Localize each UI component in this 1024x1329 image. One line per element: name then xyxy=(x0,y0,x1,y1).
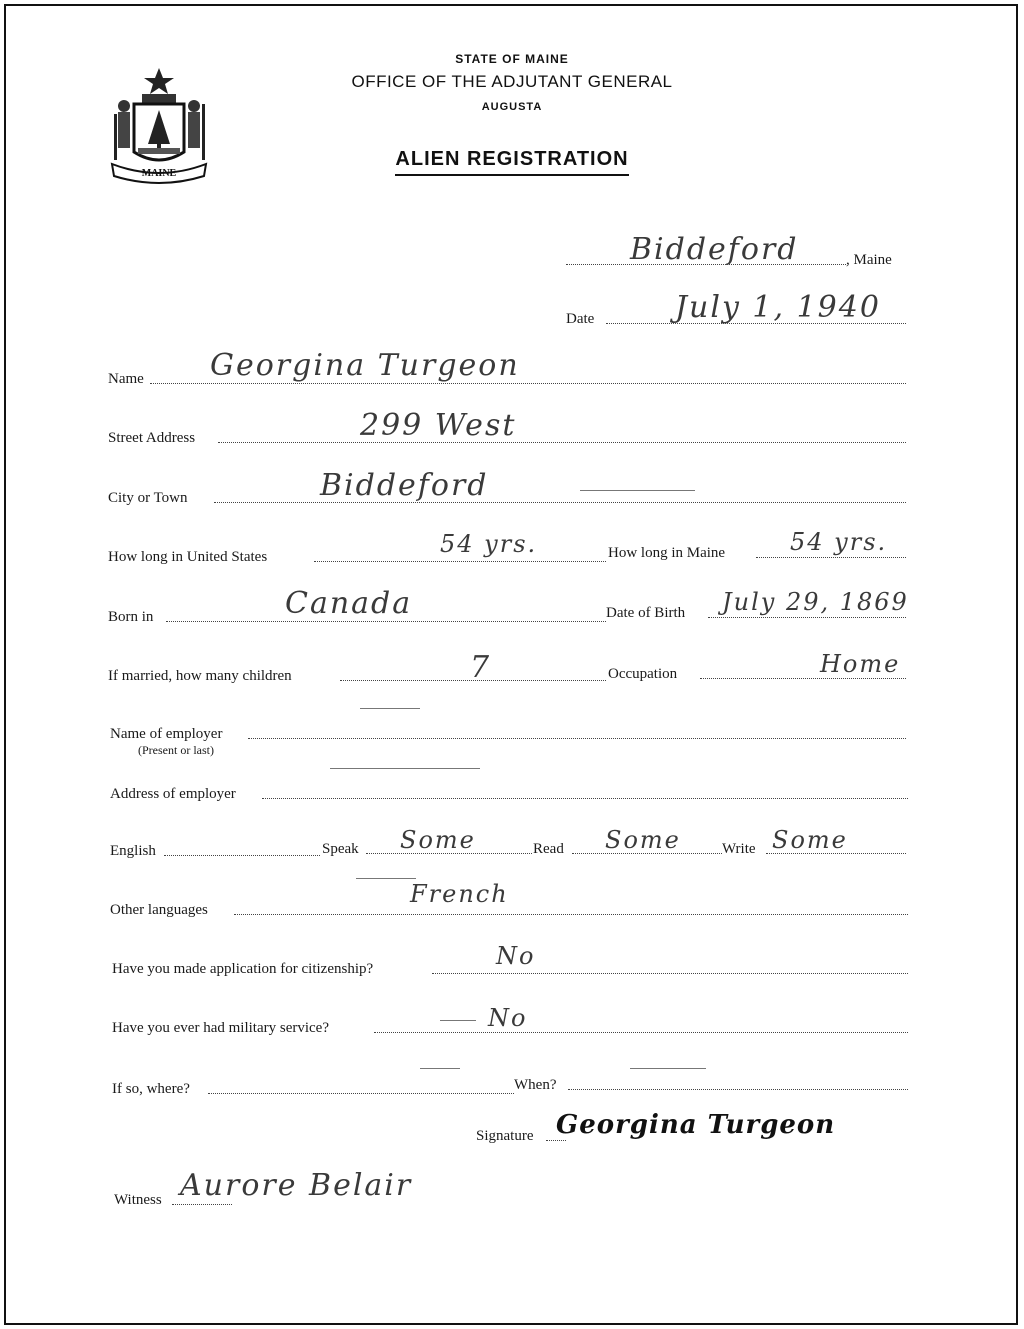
when-line xyxy=(568,1089,908,1090)
military-label: Have you ever had military service? xyxy=(112,1020,329,1036)
speak-label: Speak xyxy=(322,841,359,857)
signature-label: Signature xyxy=(476,1128,534,1144)
stray-mark-3 xyxy=(356,878,416,879)
employer-note: (Present or last) xyxy=(138,743,214,757)
dob-label: Date of Birth xyxy=(606,605,686,621)
how-long-us-value: 54 yrs. xyxy=(440,530,538,558)
office-heading: OFFICE OF THE ADJUTANT GENERAL xyxy=(351,72,673,91)
stray-mark-4 xyxy=(440,1020,476,1021)
how-long-us-line xyxy=(314,561,606,562)
dob-line xyxy=(708,617,906,618)
dob-value: July 29, 1869 xyxy=(722,588,909,616)
born-in-value: Canada xyxy=(285,586,413,621)
how-long-us-label: How long in United States xyxy=(108,549,268,565)
speak-value: Some xyxy=(400,826,476,854)
state-heading: STATE OF MAINE xyxy=(455,52,569,66)
city-label: City or Town xyxy=(108,490,188,506)
maine-label: , Maine xyxy=(846,252,892,268)
employer-line xyxy=(248,738,906,739)
date-value: July 1, 1940 xyxy=(675,290,881,325)
date-label: Date xyxy=(566,311,595,327)
town-value: Biddeford xyxy=(630,232,799,267)
signature-value: Georgina Turgeon xyxy=(556,1110,836,1140)
occupation-label: Occupation xyxy=(608,666,678,682)
other-languages-value: French xyxy=(410,880,509,908)
form-title xyxy=(0,148,1024,171)
seal-text: MAINE xyxy=(141,168,177,179)
english-label: English xyxy=(110,843,156,859)
occupation-line xyxy=(700,678,906,679)
citizenship-label: Have you made application for citizenship? xyxy=(112,961,374,977)
employer-address-line xyxy=(262,798,908,799)
name-line xyxy=(150,383,906,384)
name-label: Name xyxy=(108,371,144,387)
street-line xyxy=(218,442,906,443)
signature-line xyxy=(546,1140,566,1141)
children-label: If married, how many children xyxy=(108,668,292,684)
military-line xyxy=(374,1032,908,1033)
city-line xyxy=(214,502,906,503)
born-in-label: Born in xyxy=(108,609,154,625)
city-flourish xyxy=(580,490,695,491)
stray-mark-1 xyxy=(360,708,420,709)
citizenship-line xyxy=(432,973,908,974)
city-heading: AUGUSTA xyxy=(481,101,543,113)
other-languages-label: Other languages xyxy=(110,902,208,918)
write-value: Some xyxy=(772,826,848,854)
street-value: 299 West xyxy=(360,408,517,443)
write-label: Write xyxy=(722,841,756,857)
english-line xyxy=(164,855,320,856)
form-title-text: ALIEN REGISTRATION xyxy=(395,148,628,176)
employer-address-label: Address of employer xyxy=(110,786,236,802)
children-value: 7 xyxy=(470,650,492,685)
when-label: When? xyxy=(514,1077,557,1093)
witness-value: Aurore Belair xyxy=(180,1168,413,1203)
military-value: No xyxy=(488,1004,528,1032)
witness-label: Witness xyxy=(114,1192,162,1208)
occupation-value: Home xyxy=(820,650,901,678)
where-label: If so, where? xyxy=(112,1081,190,1097)
name-value: Georgina Turgeon xyxy=(210,348,520,383)
stray-mark-5 xyxy=(420,1068,460,1069)
citizenship-value: No xyxy=(496,942,536,970)
read-value: Some xyxy=(605,826,681,854)
employer-label: Name of employer xyxy=(110,726,223,742)
other-languages-line xyxy=(234,914,908,915)
how-long-maine-line xyxy=(756,557,906,558)
how-long-maine-value: 54 yrs. xyxy=(790,528,888,556)
born-in-line xyxy=(166,621,606,622)
street-label: Street Address xyxy=(108,430,196,446)
stray-mark-6 xyxy=(630,1068,706,1069)
how-long-maine-label: How long in Maine xyxy=(608,545,726,561)
where-line xyxy=(208,1093,514,1094)
witness-line xyxy=(172,1204,232,1205)
city-value: Biddeford xyxy=(320,468,489,503)
read-label: Read xyxy=(533,841,564,857)
stray-mark-2 xyxy=(330,768,480,769)
